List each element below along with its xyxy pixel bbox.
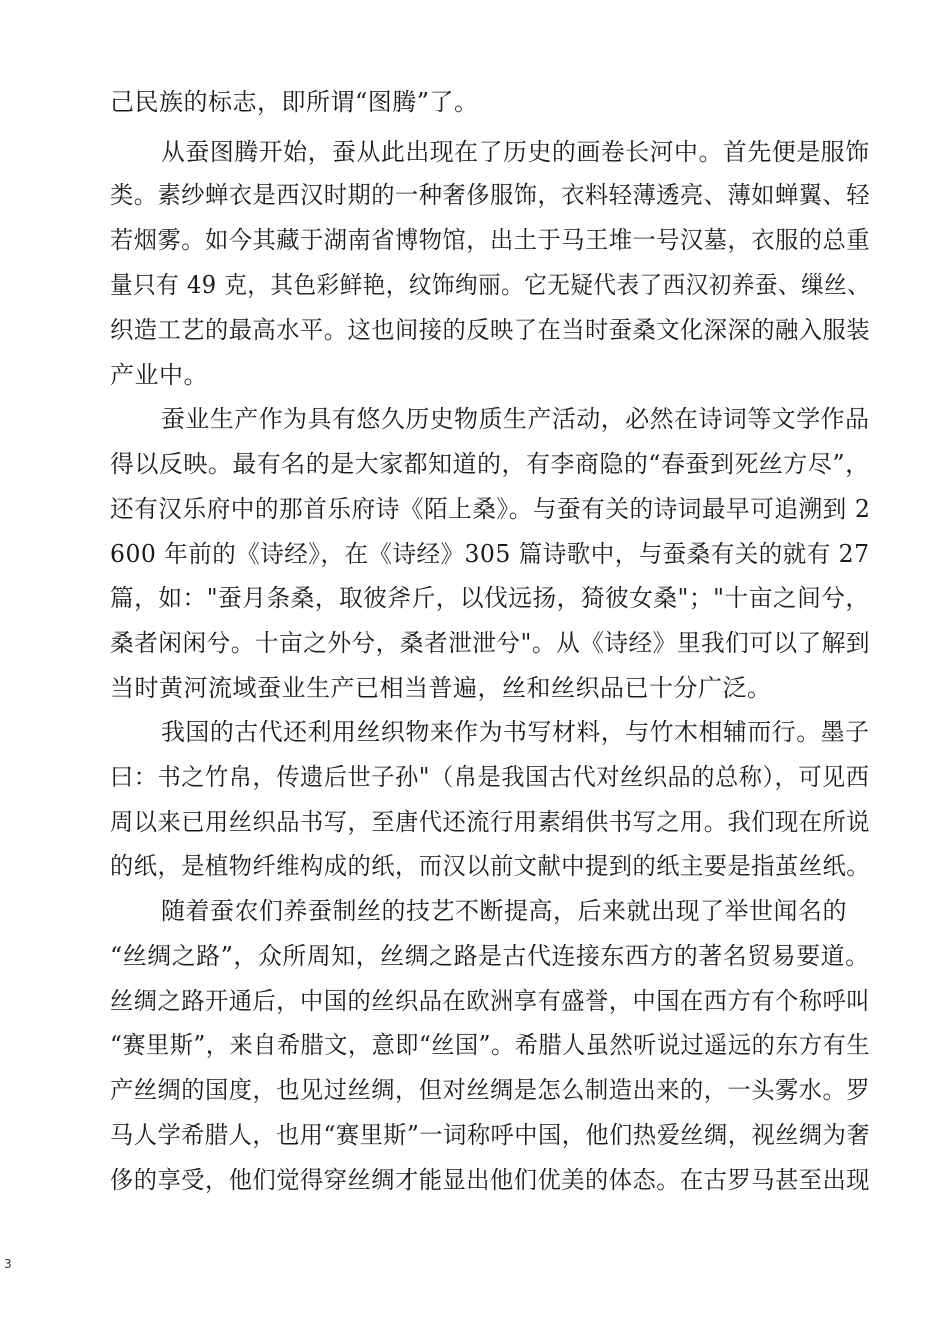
page-number: 3 [4,1257,12,1271]
text-line: 产业中。 [110,361,208,389]
text-line: 还有汉乐府中的那首乐府诗《陌上桑》。与蚕有关的诗词最早可追溯到 2 [110,495,871,523]
text-line: 丝绸之路开通后，中国的丝织品在欧洲享有盛誉，中国在西方有个称呼叫 [110,987,871,1015]
text-line: “赛里斯”，来自希腊文，意即“丝国”。希腊人虽然听说过遥远的东方有生 [110,1031,871,1059]
text-line: 量只有 49 克，其色彩鲜艳，纹饰绚丽。它无疑代表了西汉初养蚕、缫丝、 [110,271,871,299]
text-line: 桑者闲闲兮。十亩之外兮，桑者泄泄兮"。从《诗经》里我们可以了解到 [110,629,871,657]
text-line: 曰：书之竹帛，传遗后世子孙"（帛是我国古代对丝织品的总称），可见西 [110,763,870,791]
text-line: 己民族的标志，即所谓“图腾”了。 [110,88,479,116]
text-line: 产丝绸的国度，也见过丝绸，但对丝绸是怎么制造出来的，一头雾水。罗 [110,1076,871,1104]
text-line: 当时黄河流域蚕业生产已相当普遍，丝和丝织品已十分广泛。 [110,674,772,702]
text-line: 织造工艺的最高水平。这也间接的反映了在当时蚕桑文化深深的融入服装 [110,316,871,344]
text-line: 周以来已用丝织品书写，至唐代还流行用素绢供书写之用。我们现在所说 [110,808,871,836]
text-line: 蚕业生产作为具有悠久历史物质生产活动，必然在诗词等文学作品 [161,405,870,433]
text-line: 类。素纱蝉衣是西汉时期的一种奢侈服饰，衣料轻薄透亮、薄如蝉翼、轻 [110,181,871,209]
text-line: 若烟雾。如今其藏于湖南省博物馆，出土于马王堆一号汉墓，衣服的总重 [110,226,871,254]
text-line: 得以反映。最有名的是大家都知道的，有李商隐的“春蚕到死丝方尽”， [110,450,870,478]
text-line: 马人学希腊人，也用“赛里斯”一词称呼中国，他们热爱丝绸，视丝绸为奢 [110,1121,871,1149]
text-line: 600 年前的《诗经》，在《诗经》305 篇诗歌中，与蚕桑有关的就有 27 [110,540,870,568]
text-line: “丝绸之路”，众所周知，丝绸之路是古代连接东西方的著名贸易要道。 [110,942,870,970]
text-line: 从蚕图腾开始，蚕从此出现在了历史的画卷长河中。首先便是服饰 [161,138,870,166]
text-line: 我国的古代还利用丝织物来作为书写材料，与竹木相辅而行。墨子 [161,718,870,746]
text-line: 篇，如："蚕月条桑，取彼斧斤，以伐远扬，猗彼女桑"；"十亩之间兮， [110,584,870,612]
text-line: 随着蚕农们养蚕制丝的技艺不断提高，后来就出现了举世闻名的 [161,897,847,925]
text-line: 侈的享受，他们觉得穿丝绸才能显出他们优美的体态。在古罗马甚至出现 [110,1166,871,1194]
text-line: 的纸，是植物纤维构成的纸，而汉以前文献中提到的纸主要是指茧丝纸。 [110,852,871,880]
